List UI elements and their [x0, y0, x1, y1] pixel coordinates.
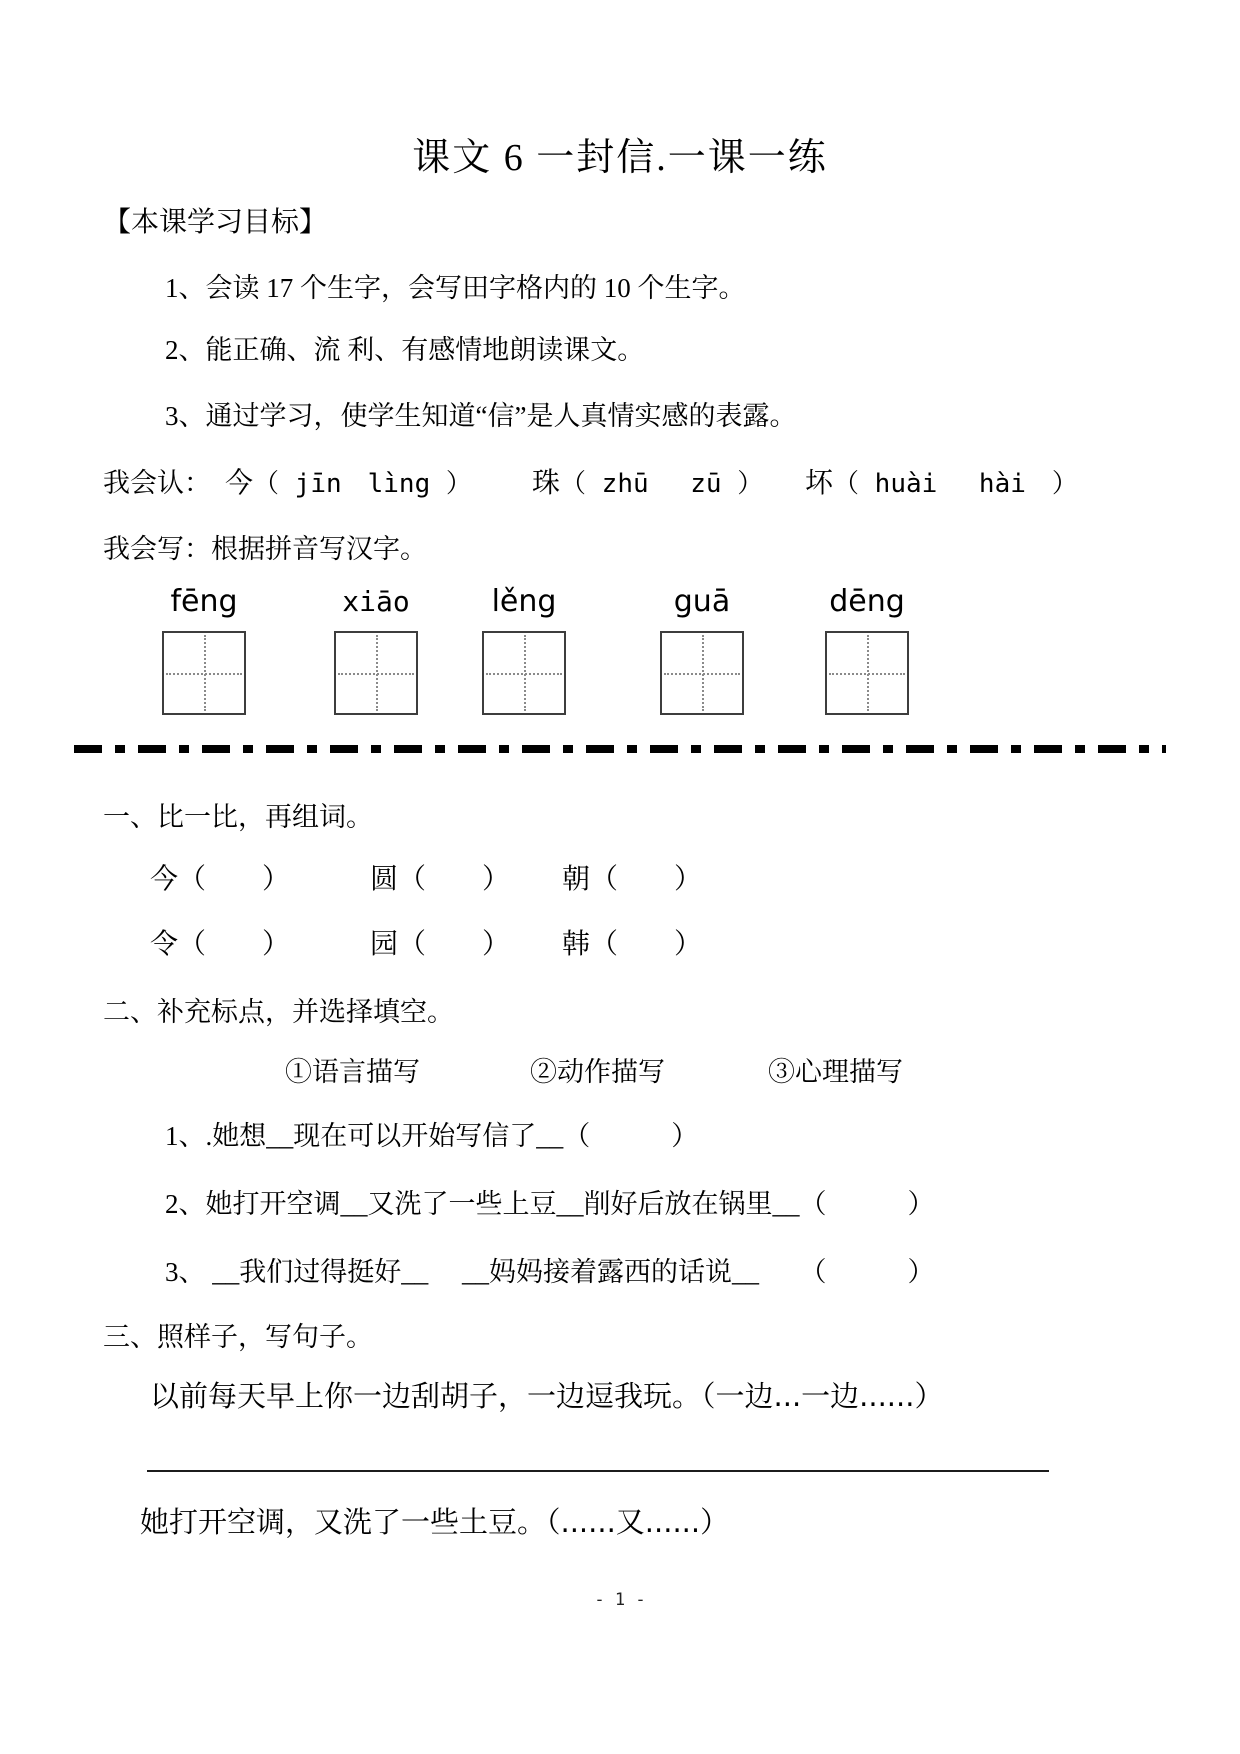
- write-instruction: 我会写：根据拼音写汉字。: [103, 534, 427, 564]
- grid-horizontal-line: [338, 673, 414, 675]
- recognize-label: 我会认：: [103, 468, 211, 498]
- tianzige-box: [162, 631, 246, 715]
- section3-heading: 三、照样子，写句子。: [103, 1322, 373, 1352]
- pinyin-choices: （ zhū zū ）: [560, 469, 764, 499]
- objective-item-3: 3、通过学习，使学生知道“信”是人真情实感的表露。: [165, 401, 797, 431]
- compare-cell: 园（ ）: [370, 929, 511, 960]
- han-char: 珠: [532, 468, 561, 499]
- fill-item-1: 1、.她想__现在可以开始写信了__（ ）: [165, 1121, 699, 1151]
- grid-horizontal-line: [166, 673, 242, 675]
- option-label-2: ②动作描写: [530, 1057, 665, 1087]
- example-sentence-1: 以前每天早上你一边刮胡子，一边逗我玩。（一边...一边......）: [150, 1379, 944, 1413]
- pinyin-label: fēng: [170, 584, 238, 619]
- answer-blank-line: [147, 1470, 1049, 1472]
- objective-item-1: 1、会读 17 个生字，会写田字格内的 10 个生字。: [165, 273, 746, 303]
- dash-dot-divider: [74, 745, 1166, 753]
- compare-cell: 令（ ）: [150, 929, 291, 960]
- pinyin-label: lěng: [491, 584, 557, 619]
- recognize-group-2: [532, 461, 763, 501]
- compare-cell: 韩（ ）: [562, 929, 703, 960]
- grid-horizontal-line: [829, 673, 905, 675]
- compare-cell: 朝（ ）: [562, 864, 703, 895]
- pinyin-label: xiāo: [342, 585, 410, 618]
- pinyin-box-cell: [821, 585, 913, 715]
- pinyin-label: guā: [673, 584, 731, 619]
- option-label-3: ③心理描写: [768, 1057, 903, 1087]
- section2-heading: 二、补充标点，并选择填空。: [103, 997, 454, 1027]
- compare-cell: 圆（ ）: [370, 864, 511, 895]
- fill-item-2: 2、她打开空调__又洗了一些上豆__削好后放在锅里__（ ）: [165, 1189, 935, 1219]
- tianzige-box: [660, 631, 744, 715]
- han-char: 坏: [805, 468, 834, 499]
- pinyin-choices: （ jīn lìng ）: [253, 469, 472, 499]
- tianzige-box: [334, 631, 418, 715]
- fill-item-3: 3、 __我们过得挺好__ __妈妈接着露西的话说__ （ ）: [165, 1257, 935, 1287]
- pinyin-label: dēng: [829, 584, 905, 619]
- tianzige-box: [482, 631, 566, 715]
- tianzige-box: [825, 631, 909, 715]
- option-label-1: ①语言描写: [285, 1057, 420, 1087]
- han-char: 今: [225, 468, 254, 499]
- pinyin-box-cell: [478, 585, 570, 715]
- grid-horizontal-line: [664, 673, 740, 675]
- grid-horizontal-line: [486, 673, 562, 675]
- pinyin-box-cell: [158, 585, 250, 715]
- recognize-group-3: [805, 461, 1078, 501]
- section1-heading: 一、比一比，再组词。: [103, 802, 373, 832]
- compare-cell: 今（ ）: [150, 864, 291, 895]
- page-title: 课文 6 一封信.一课一练: [412, 137, 828, 179]
- pinyin-box-cell: [330, 585, 422, 715]
- objective-item-2: 2、能正确、流 利、有感情地朗读课文。: [165, 335, 645, 365]
- recognize-group-1: [225, 461, 472, 501]
- example-sentence-2: 她打开空调，又洗了一些土豆。（......又......）: [140, 1505, 730, 1539]
- objectives-heading: 【本课学习目标】: [103, 207, 328, 238]
- page-number: - 1 -: [594, 1590, 646, 1610]
- pinyin-box-cell: [656, 585, 748, 715]
- pinyin-choices: （ huài hài ）: [833, 469, 1078, 499]
